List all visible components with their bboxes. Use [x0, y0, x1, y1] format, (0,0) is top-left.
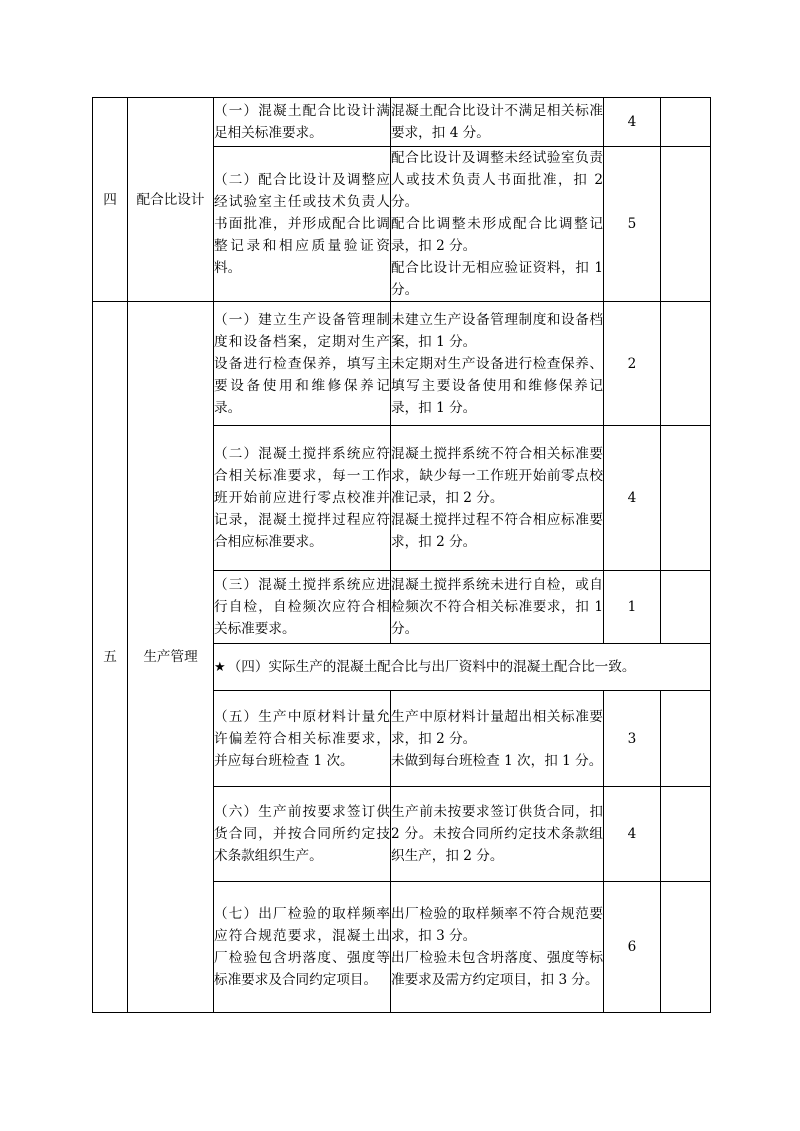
criteria-line: 生产中原材料计量超出相关标准要求，扣 2 分。: [391, 708, 603, 747]
blank-cell: [661, 98, 711, 147]
requirement-cell: （一）混凝土配合比设计满足相关标准要求。: [214, 98, 391, 147]
criteria-cell: [391, 882, 604, 1013]
requirement-cell: （三）混凝土搅拌系统应进行自检，自检频次应符合相关标准要求。: [214, 571, 391, 644]
blank-cell: [661, 882, 711, 1013]
criteria-line: 配合比设计无相应验证资料，扣 1 分。: [391, 260, 603, 298]
blank-cell: [661, 571, 711, 644]
criteria-line: 混凝土搅拌系统不符合相关标准要求，缺少每一工作班开始前零点校准记录，扣 2 分。: [391, 446, 603, 506]
merged-requirement-cell: [214, 644, 711, 691]
score-cell: 4: [604, 426, 661, 571]
requirement-cell: （一）建立生产设备管理制度和设备档案，定期对生产设备进行检查保养，填写主要设备使用和维修保养记录。: [214, 302, 391, 426]
criteria-cell: [391, 147, 604, 302]
table-row: [93, 98, 711, 147]
criteria-cell: [391, 426, 604, 571]
score-cell: 4: [604, 787, 661, 882]
section-number: 四: [93, 98, 128, 302]
criteria-cell: [391, 98, 604, 147]
blank-cell: [661, 787, 711, 882]
blank-cell: [661, 691, 711, 787]
star-icon: ★: [214, 659, 226, 675]
criteria-line: 生产前未按要求签订供货合同，扣 2 分。未按合同所约定技术条款组织生产，扣 2 分。: [391, 804, 603, 864]
criteria-line: 混凝土搅拌过程不符合相应标准要求，扣 2 分。: [391, 512, 603, 550]
requirement-cell: （二）配合比设计及调整应经试验室主任或技术负责人书面批准，并形成配合比调整记录和相应质量验证资料。: [214, 147, 391, 302]
requirement-cell: （五）生产中原材料计量允许偏差符合相关标准要求，并应每台班检查 1 次。: [214, 691, 391, 787]
table-row: [93, 302, 711, 426]
criteria-line: 未做到每台班检查 1 次，扣 1 分。: [391, 752, 603, 769]
criteria-cell: [391, 571, 604, 644]
criteria-line: 混凝土搅拌系统未进行自检，或自检频次不符合相关标准要求，扣 1 分。: [391, 577, 603, 637]
blank-cell: [661, 302, 711, 426]
requirement-cell: （二）混凝土搅拌系统应符合相关标准要求，每一工作班开始前应进行零点校准并记录，混凝土搅拌过程应符合相应标准要求。: [214, 426, 391, 571]
scoring-table: [92, 97, 711, 1013]
blank-cell: [661, 147, 711, 302]
score-cell: 2: [604, 302, 661, 426]
score-cell: 5: [604, 147, 661, 302]
criteria-line: 配合比设计及调整未经试验室负责人或技术负责人书面批准，扣 2 分。: [391, 150, 603, 210]
criteria-line: 出厂检验的取样频率不符合规范要求，扣 3 分。: [391, 906, 603, 944]
criteria-line: 未定期对生产设备进行检查保养、填写主要设备使用和维修保养记录，扣 1 分。: [391, 355, 603, 416]
requirement-cell: （七）出厂检验的取样频率应符合规范要求，混凝土出厂检验包含坍落度、强度等标准要求及合同约定项目。: [214, 882, 391, 1013]
criteria-line: 未建立生产设备管理制度和设备档案，扣 1 分。: [391, 311, 603, 350]
blank-cell: [661, 426, 711, 571]
criteria-cell: [391, 302, 604, 426]
score-cell: 4: [604, 98, 661, 147]
section-number: 五: [93, 302, 128, 1013]
section-item: 生产管理: [128, 302, 214, 1013]
criteria-cell: [391, 691, 604, 787]
criteria-line: 混凝土配合比设计不满足相关标准要求，扣 4 分。: [391, 103, 603, 141]
score-cell: 3: [604, 691, 661, 787]
criteria-line: 出厂检验未包含坍落度、强度等标准要求及需方约定项目，扣 3 分。: [391, 950, 603, 988]
score-cell: 1: [604, 571, 661, 644]
score-cell: 6: [604, 882, 661, 1013]
criteria-cell: [391, 787, 604, 882]
section-item: 配合比设计: [128, 98, 214, 302]
scoring-table-page: [92, 97, 710, 1013]
merged-requirement-text: （四）实际生产的混凝土配合比与出厂资料中的混凝土配合比一致。: [227, 658, 636, 675]
requirement-cell: （六）生产前按要求签订供货合同，并按合同所约定技术条款组织生产。: [214, 787, 391, 882]
criteria-line: 配合比调整未形成配合比调整记录，扣 2 分。: [391, 216, 603, 254]
